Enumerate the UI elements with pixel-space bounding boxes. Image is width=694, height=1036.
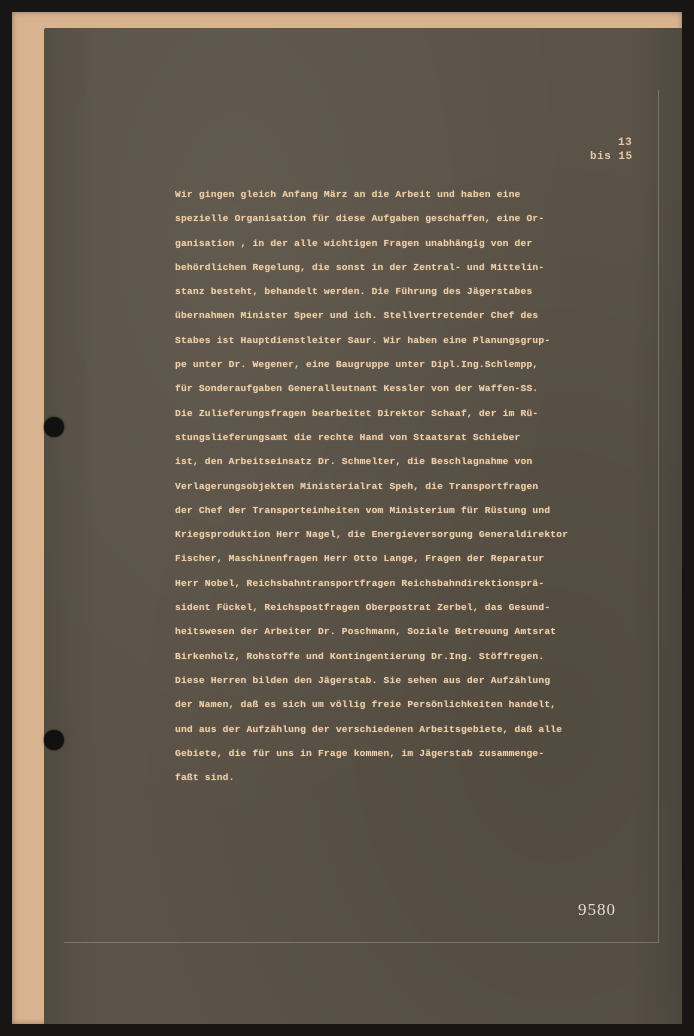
page-number [590, 136, 650, 164]
typewritten-body [175, 183, 663, 790]
text-line: Birkenholz, Rohstoffe und Kontingentierung Dr.Ing. Stöffregen. [175, 650, 545, 662]
text-line: ist, den Arbeitseinsatz Dr. Schmelter, die Beschlagnahme von [175, 456, 533, 468]
text-line: Diese Herren bilden den Jägerstab. Sie sehen aus der Aufzählung [175, 674, 551, 686]
text-line: Stabes ist Hauptdienstleiter Saur. Wir haben eine Planungsgrup- [175, 334, 551, 346]
text-line: pe unter Dr. Wegener, eine Baugruppe unter Dipl.Ing.Schlempp, [175, 359, 539, 371]
text-line: Herr Nobel, Reichsbahntransportfragen Reichsbahndirektionsprä- [175, 577, 545, 589]
text-line: ganisation , in der alle wichtigen Fragen unabhängig von der [175, 237, 533, 249]
text-line: faßt sind. [175, 772, 235, 784]
text-line: stanz besteht, behandelt werden. Die Führung des Jägerstabes [175, 286, 533, 298]
punch-hole-top [44, 417, 64, 437]
pencil-mark [14, 30, 40, 50]
text-line: Kriegsproduktion Herr Nagel, die Energieversorgung Generaldirektor [175, 529, 569, 541]
page-number-range: bis 15 [590, 151, 633, 163]
text-line: Verlagerungsobjekten Ministerialrat Speh, die Transportfragen [175, 480, 539, 492]
text-line: Gebiete, die für uns in Frage kommen, im Jägerstab zusammenge- [175, 747, 545, 759]
text-line: Fischer, Maschinenfragen Herr Otto Lange, Fragen der Reparatur [175, 553, 545, 565]
punch-hole-bottom [44, 730, 64, 750]
text-line: für Sonderaufgaben Generalleutnant Kessler von der Waffen-SS. [175, 383, 539, 395]
text-line: spezielle Organisation für diese Aufgaben geschaffen, eine Or- [175, 213, 545, 225]
text-line: der Chef der Transporteinheiten vom Ministerium für Rüstung und [175, 504, 551, 516]
text-line: Wir gingen gleich Anfang März an die Arbeit und haben eine [175, 189, 521, 200]
page-number-top: 13 [618, 137, 633, 149]
text-line: behördlichen Regelung, die sonst in der Zentral- und Mittelin- [175, 261, 545, 273]
archive-number: 9580 [578, 900, 616, 919]
text-line: Die Zulieferungsfragen bearbeitet Direktor Schaaf, der im Rü- [175, 407, 539, 419]
text-line: übernahmen Minister Speer und ich. Stellvertretender Chef des [175, 310, 539, 322]
text-line: sident Fückel, Reichspostfragen Oberpostrat Zerbel, das Gesund- [175, 602, 551, 614]
text-line: der Namen, daß es sich um völlig freie Persönlichkeiten handelt, [175, 699, 557, 711]
text-line: und aus der Aufzählung der verschiedenen Arbeitsgebiete, daß alle [175, 723, 563, 735]
text-line: stungslieferungsamt die rechte Hand von Staatsrat Schieber [175, 431, 521, 443]
text-line: heitswesen der Arbeiter Dr. Poschmann, Soziale Betreuung Amtsrat [175, 626, 557, 638]
